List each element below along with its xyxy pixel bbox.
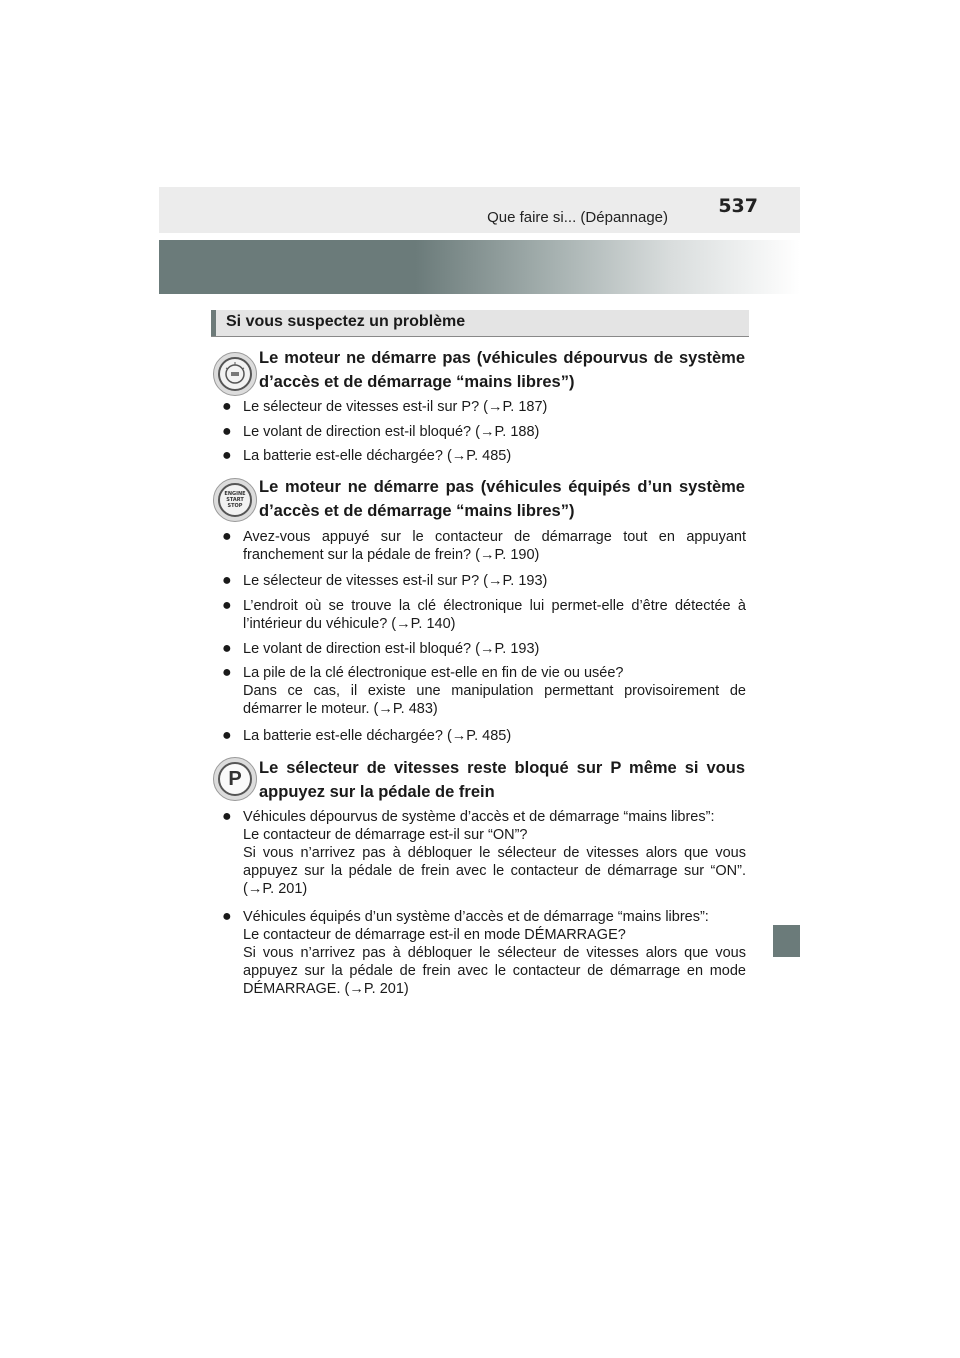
list-item xyxy=(222,664,746,718)
bullet-icon: ● xyxy=(222,664,232,681)
list-item-text: Le volant de direction est-il bloqué? (→P. 193) xyxy=(243,641,540,657)
icon-label: START xyxy=(226,497,244,503)
engine-start-stop-icon xyxy=(213,478,257,522)
bullet-icon: ● xyxy=(222,727,232,744)
block-heading xyxy=(259,475,745,523)
list-item-text: Avez-vous appuyé sur le contacteur de démarrage tout en appuyant xyxy=(243,529,746,545)
bullet-icon: ● xyxy=(222,528,232,545)
block-heading-line: d’accès et de démarrage “mains libres”) xyxy=(259,502,575,520)
bullet-icon: ● xyxy=(222,398,232,415)
list-item-text: Si vous n’arrivez pas à débloquer le sélecteur de vitesses alors que vous xyxy=(243,945,746,961)
list-item-text: La pile de la clé électronique est-elle en fin de vie ou usée? xyxy=(243,665,624,681)
list-item-text: Le volant de direction est-il bloqué? (→P. 188) xyxy=(243,424,540,440)
park-gear-icon xyxy=(213,757,257,801)
page-number: 537 xyxy=(718,195,758,217)
icon-label: ENGINE xyxy=(224,491,246,497)
list-item-text: Le sélecteur de vitesses est-il sur P? (→P. 187) xyxy=(243,399,548,415)
bullet-icon: ● xyxy=(222,597,232,614)
list-item-text: La batterie est-elle déchargée? (→P. 485) xyxy=(243,728,512,744)
engine-switch-icon xyxy=(213,352,257,396)
block-heading-line: Le moteur ne démarre pas (véhicules équipés d’un système xyxy=(259,478,745,496)
decorative-banner xyxy=(159,240,800,294)
list-item xyxy=(222,640,746,658)
block-heading-line: appuyez sur la pédale de frein xyxy=(259,783,495,801)
list-item xyxy=(222,528,746,564)
list-item-text: Le sélecteur de vitesses est-il sur P? (→P. 193) xyxy=(243,573,548,589)
block-heading xyxy=(259,346,745,394)
chapter-thumb-tab xyxy=(773,925,800,957)
section-header xyxy=(211,310,749,336)
block-heading-line: Le moteur ne démarre pas (véhicules dépourvus de système xyxy=(259,349,745,367)
list-item-text: (→P. 201) xyxy=(243,881,308,897)
list-item-text: Dans ce cas, il existe une manipulation permettant provisoirement de xyxy=(243,683,746,699)
bullet-icon: ● xyxy=(222,447,232,464)
block-heading-line: Le sélecteur de vitesses reste bloqué sur P même si vous xyxy=(259,759,745,777)
list-item-text: DÉMARRAGE. (→P. 201) xyxy=(243,981,409,997)
list-item-text: Le contacteur de démarrage est-il sur “ON”? xyxy=(243,827,528,843)
bullet-icon: ● xyxy=(222,640,232,657)
list-item-text: l’intérieur du véhicule? (→P. 140) xyxy=(243,616,456,632)
list-item xyxy=(222,727,746,745)
park-gear-letter: P xyxy=(228,768,242,790)
block-heading xyxy=(259,756,745,804)
list-item-text: démarrer le moteur. (→P. 483) xyxy=(243,701,438,717)
list-item xyxy=(222,572,746,590)
list-item-text: Le contacteur de démarrage est-il en mode DÉMARRAGE? xyxy=(243,927,626,943)
bullet-icon: ● xyxy=(222,908,232,925)
list-item xyxy=(222,423,746,441)
list-item-text: L’endroit où se trouve la clé électronique lui permet-elle d’être détectée à xyxy=(243,598,746,614)
list-item-text: appuyez sur la pédale de frein avec le contacteur de démarrage en mode xyxy=(243,963,746,979)
icon-label: STOP xyxy=(227,503,243,509)
list-item xyxy=(222,597,746,633)
block-heading-line: d’accès et de démarrage “mains libres”) xyxy=(259,373,575,391)
chapter-title: Que faire si... (Dépannage) xyxy=(487,209,668,226)
list-item-text: La batterie est-elle déchargée? (→P. 485) xyxy=(243,448,512,464)
bullet-icon: ● xyxy=(222,423,232,440)
list-item-text: Véhicules équipés d’un système d’accès et de démarrage “mains libres”: xyxy=(243,909,709,925)
list-item xyxy=(222,908,746,998)
list-item-text: Si vous n’arrivez pas à débloquer le sélecteur de vitesses alors que vous xyxy=(243,845,746,861)
bullet-icon: ● xyxy=(222,572,232,589)
list-item-text: Véhicules dépourvus de système d’accès et de démarrage “mains libres”: xyxy=(243,809,715,825)
list-item-text: appuyez sur la pédale de frein avec le contacteur de démarrage sur “ON”. xyxy=(243,863,746,879)
list-item-text: franchement sur la pédale de frein? (→P. 190) xyxy=(243,547,540,563)
list-item xyxy=(222,398,746,416)
list-item xyxy=(222,808,746,898)
page-header xyxy=(159,187,800,233)
section-divider xyxy=(211,336,749,337)
list-item xyxy=(222,447,746,465)
section-title: Si vous suspectez un problème xyxy=(226,313,466,330)
bullet-icon: ● xyxy=(222,808,232,825)
